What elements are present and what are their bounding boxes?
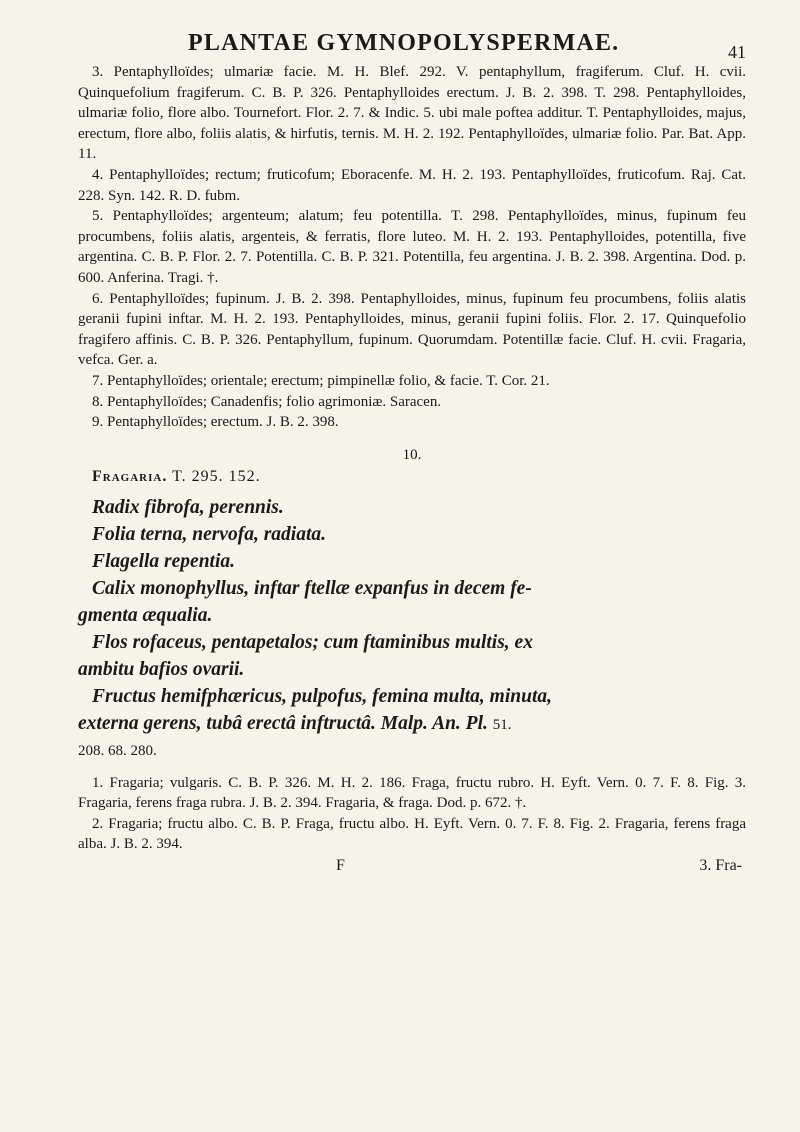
list-item: 1. Fragaria; vulgaris. C. B. P. 326. M. H. 2. 186. Fraga, fructu rubro. H. Eyft. Vern. 0. 7. F. 8. Fig. 3. Fragaria, ferens fraga rubra. J. B. 2. 394. Fragaria, & fraga. Dod. p. 672. †. bbox=[78, 774, 746, 812]
entries-top bbox=[78, 62, 746, 433]
desc-fructus-cont bbox=[78, 710, 746, 739]
entries-bottom bbox=[78, 773, 746, 855]
genus-name: Fragaria. bbox=[92, 467, 168, 485]
list-item: 2. Fragaria; fructu albo. C. B. P. Fraga, fructu albo. H. Eyft. Vern. 0. 7. F. 8. Fig. 2. Fragaria, ferens fraga alba. J. B. 2. 394. bbox=[78, 815, 746, 853]
page-title: PLANTAE GYMNOPOLYSPERMAE. bbox=[188, 30, 620, 56]
section-heading bbox=[78, 468, 746, 486]
desc-fructus: Fructus hemifphæricus, pulpofus, femina multa, minuta, bbox=[92, 685, 552, 707]
desc-flos-cont: ambitu bafios ovarii. bbox=[78, 658, 245, 680]
section-number: 10. bbox=[402, 446, 422, 463]
desc-folia: Folia terna, nervofa, radiata. bbox=[92, 523, 327, 545]
signature-mark: F bbox=[336, 857, 345, 875]
desc-flagella: Flagella repentia. bbox=[92, 550, 235, 572]
list-item: 4. Pentaphylloïdes; rectum; fruticofum; Eboracenfe. M. H. 2. 193. Pentaphylloïdes, fruticofum. Raj. Cat. 228. Syn. 142. R. D. fubm. bbox=[78, 166, 746, 204]
desc-calix-cont: gmenta æqualia. bbox=[78, 604, 213, 626]
list-item: 5. Pentaphylloïdes; argenteum; alatum; feu potentilla. T. 298. Pentaphylloïdes, minus, fupinum feu procumbens, foliis alatis, argenteis, & ferratis, flore luteo. M. H. 2. 193. Pentaphylloides, potentilla, five argentina. C. B. P. Flor. 2. 7. Potentilla. C. B. P. 321. Potentilla, feu argentina. J. B. 2. 398. Argentina. Dod. p. 600. Anferina. Tragi. †. bbox=[78, 208, 746, 286]
running-head bbox=[78, 0, 746, 62]
list-item: 9. Pentaphylloïdes; erectum. J. B. 2. 398. bbox=[92, 414, 339, 431]
list-item: 7. Pentaphylloïdes; orientale; erectum; pimpinellæ folio, & facie. T. Cor. 21. bbox=[92, 372, 550, 389]
page-footer bbox=[78, 857, 746, 881]
page-number: 41 bbox=[728, 42, 746, 62]
list-item: 6. Pentaphylloïdes; fupinum. J. B. 2. 398. Pentaphylloides, minus, fupinum feu procumbens, foliis alatis geranii fupini inftar. M. H. 2. 193. Pentaphylloides, minus, geranii fupini foliis. Flor. 2. 17. Quinquefolio fragifero affinis. C. B. P. 326. Pentaphyllum, fupinum. Quorumdam. Potentillæ facie. Cluf. H. cvii. Fragaria, vefca. Ger. a. bbox=[78, 290, 746, 369]
catchword: 3. Fra- bbox=[699, 857, 742, 875]
desc-flos: Flos rofaceus, pentapetalos; cum ftaminibus multis, ex bbox=[92, 631, 533, 653]
genus-description bbox=[78, 494, 746, 761]
genus-refs: T. 295. 152. bbox=[172, 467, 261, 485]
desc-fructus-refs: 208. 68. 280. bbox=[78, 742, 157, 759]
desc-fructus-num: 51. bbox=[492, 716, 512, 733]
list-item: 8. Pentaphylloïdes; Canadenfis; folio agrimoniæ. Saracen. bbox=[92, 393, 442, 410]
desc-fructus-text: externa gerens, tubâ erectâ inftructâ. Malp. An. Pl. bbox=[78, 712, 488, 734]
desc-radix: Radix fibrofa, perennis. bbox=[92, 496, 284, 518]
desc-calix: Calix monophyllus, inftar ftellæ expanfus in decem fe- bbox=[92, 577, 532, 599]
list-item: 3. Pentaphylloïdes; ulmariæ facie. M. H. Blef. 292. V. pentaphyllum, fragiferum. Cluf. H. cvii. Quinquefolium fragiferum. C. B. P. 326. Pentaphylloides erectum. J. B. 2. 398. T. 298. Pentaphylloides, ulmariæ folio, flore albo. Tournefort. Flor. 2. 7. & Indic. 5. ubi male poftea additur. T. Pentaphylloides, majus, erectum, flore albo, foliis alatis, & hirfutis, ternis. M. H. 2. 192. Pentaphylloïdes, ulmariæ folio. Par. Bat. App. 11. bbox=[78, 64, 746, 163]
